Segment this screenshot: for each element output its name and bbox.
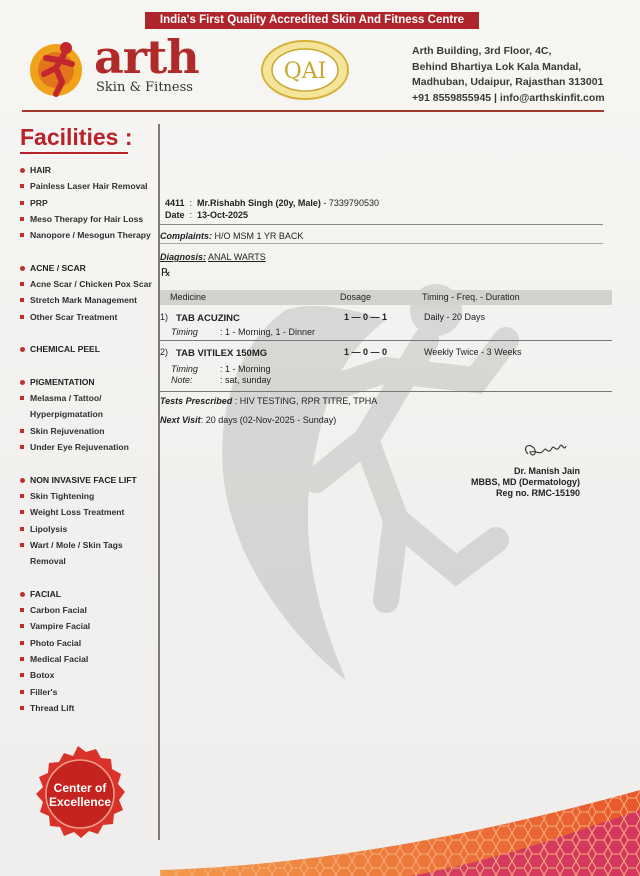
date-label: Date (165, 210, 185, 220)
address-line: Arth Building, 3rd Floor, 4C, (412, 45, 552, 57)
facility-item: Photo Facial (18, 635, 160, 651)
date-line: Date : 13-Oct-2025 (165, 210, 249, 220)
clinic-address (412, 44, 605, 106)
medicine-row-number: 2) (160, 347, 169, 357)
next-visit-value: : 20 days (02-Nov-2025 - Sunday) (200, 415, 337, 425)
facility-item: PRP (18, 195, 160, 211)
seal-line-1: Center of (53, 781, 107, 795)
visit-date: 13-Oct-2025 (197, 210, 249, 220)
facilities-underline (20, 152, 128, 154)
patient-id: 4411 (165, 198, 185, 208)
medicine-name: TAB ACUZINC (176, 313, 240, 324)
facility-item: Melasma / Tattoo/ (18, 390, 160, 406)
row-separator (160, 391, 612, 392)
facility-item: Weight Loss Treatment (18, 504, 160, 520)
header-dosage: Dosage (340, 292, 372, 302)
timing-value: : 1 - Morning, 1 - Dinner (220, 327, 316, 337)
medicine-table-header (160, 290, 612, 305)
medicine-row-number: 1) (160, 312, 169, 322)
doctor-block (444, 466, 580, 499)
logo-wordmark: arth (94, 30, 199, 84)
patient-name: Mr.Rishabh Singh (20y, Male) (197, 198, 321, 208)
facility-item: Skin Rejuvenation (18, 423, 160, 439)
patient-phone: 7339790530 (328, 198, 379, 208)
doctor-degree: MBBS, MD (Dermatology) (470, 477, 580, 487)
doctor-name: Dr. Manish Jain (513, 466, 580, 476)
facility-item: Stretch Mark Management (18, 292, 160, 308)
separator (160, 224, 603, 225)
qai-badge-icon (260, 40, 350, 100)
excellence-seal-icon (24, 742, 132, 850)
doctor-reg: Reg no. RMC-15190 (495, 488, 580, 498)
runner-logo-icon (26, 34, 92, 100)
note-label: Note: (171, 375, 193, 385)
facility-item: Lipolysis (18, 521, 160, 537)
logo-subtitle: Skin & Fitness (96, 80, 193, 95)
seal-line-2: Excellence (48, 795, 112, 809)
header-medicine: Medicine (170, 292, 207, 302)
facility-item: Thread Lift (18, 700, 160, 716)
facility-item: Carbon Facial (18, 602, 160, 618)
header-banner: India's First Quality Accredited Skin And Fitness Centre (145, 12, 479, 29)
facility-category: HAIR (18, 162, 160, 178)
complaints-line: Complaints: H/O MSM 1 YR BACK (160, 231, 304, 241)
complaints-value: H/O MSM 1 YR BACK (214, 231, 304, 241)
facility-item: Meso Therapy for Hair Loss (18, 211, 160, 227)
facility-item: Hyperpigmatation (30, 409, 104, 420)
tests-value: : HIV TESTING, RPR TITRE, TPHA (234, 396, 378, 406)
footer-pattern-icon (160, 770, 640, 876)
timing-value: : 1 - Morning (220, 364, 271, 374)
complaints-label: Complaints (160, 231, 210, 241)
facility-item: Painless Laser Hair Removal (18, 178, 160, 194)
next-visit-label: Next Visit (160, 415, 201, 425)
facility-category: ACNE / SCAR (18, 260, 160, 276)
header-timing: Timing - Freq. - Duration (422, 292, 520, 302)
facility-item: Nanopore / Mesogun Therapy (18, 227, 160, 243)
contact-line: +91 8559855945 | info@arthskinfit.com (412, 91, 605, 104)
diagnosis-value: ANAL WARTS (208, 252, 266, 262)
facility-item: Removal (30, 556, 66, 567)
header-divider (22, 110, 604, 112)
timing-label: Timing (171, 364, 198, 374)
separator (160, 243, 603, 244)
facility-item: Wart / Mole / Skin Tags (18, 537, 160, 553)
rx-symbol: ℞ (161, 266, 171, 279)
facility-item: Medical Facial (18, 651, 160, 667)
qai-label: QAI (283, 59, 327, 84)
medicine-dosage: 1 — 0 — 1 (344, 312, 388, 322)
facility-category: PIGMENTATION (18, 374, 160, 390)
diagnosis-line: Diagnosis: ANAL WARTS (160, 252, 266, 262)
patient-line: 4411 : Mr.Rishabh Singh (20y, Male) - 7339790530 (165, 198, 379, 208)
medicine-frequency: Daily - 20 Days (424, 312, 486, 322)
timing-label: Timing (171, 327, 198, 337)
note-value: : sat, sunday (220, 375, 272, 385)
facility-item: Under Eye Rejuvenation (18, 439, 160, 455)
row-separator (160, 340, 612, 341)
facilities-list (18, 162, 160, 716)
diagnosis-label: Diagnosis (160, 252, 204, 262)
facility-category: CHEMICAL PEEL (18, 341, 160, 357)
medicine-dosage: 1 — 0 — 0 (344, 347, 388, 357)
address-line: Madhuban, Udaipur, Rajasthan 313001 (412, 76, 604, 88)
facility-item: Botox (18, 667, 160, 683)
tests-line (160, 396, 377, 406)
medicine-frequency: Weekly Twice - 3 Weeks (424, 347, 522, 357)
facility-category: NON INVASIVE FACE LIFT (18, 472, 160, 488)
facility-item: Filler's (18, 684, 160, 700)
medicine-name: TAB VITILEX 150MG (176, 348, 268, 359)
facility-item: Other Scar Treatment (18, 309, 160, 325)
address-line: Behind Bhartiya Lok Kala Mandal, (412, 60, 582, 73)
facility-item: Skin Tightening (18, 488, 160, 504)
doctor-signature-icon (520, 438, 570, 464)
facilities-title: Facilities : (20, 124, 133, 150)
next-visit-line (160, 415, 336, 425)
tests-label: Tests Prescribed (160, 396, 233, 406)
facility-item: Acne Scar / Chicken Pox Scar (18, 276, 160, 292)
facility-category: FACIAL (18, 586, 160, 602)
facility-item: Vampire Facial (18, 618, 160, 634)
